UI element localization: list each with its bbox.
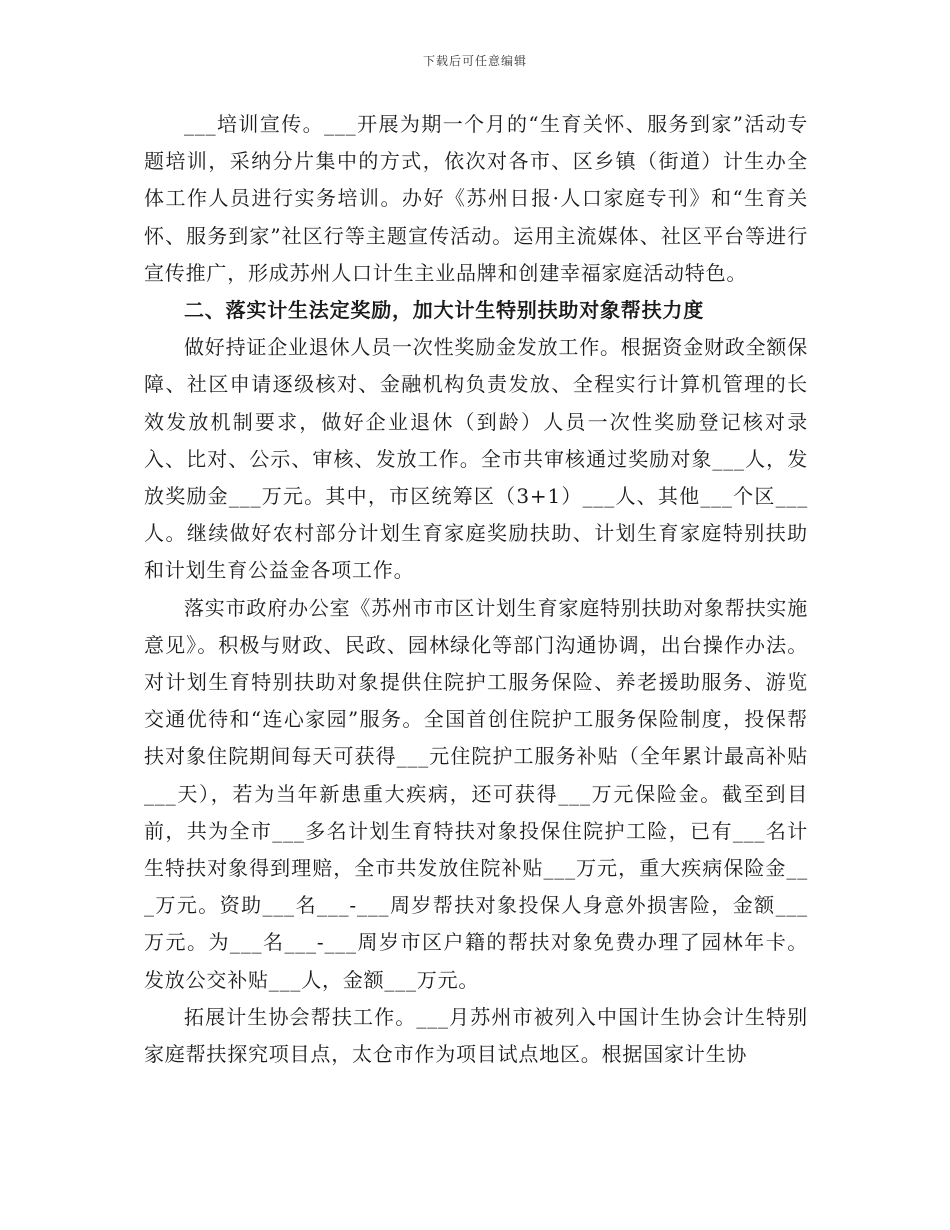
paragraph-retiree-rewards: 做好持证企业退休人员一次性奖励金发放工作。根据资金财政全额保障、社区申请逐级核对、金融机构负责发放、全程实行计算机管理的长效发放机制要求，做好企业退休（到龄）人员一次性奖励登记核对录入、比对、公示、审核、发放工作。全市共审核通过奖励对象___人，发放奖励金___万元。其中，市区统筹区（3+1）___人、其他___个区___人。继续做好农村部分计划生育家庭奖励扶助、计划生育家庭特别扶助和计划生育公益金各项工作。 — [144, 335, 808, 583]
document-body — [144, 106, 808, 1073]
paragraph-association-assistance: 拓展计生协会帮扶工作。___月苏州市被列入中国计生协会计生特别家庭帮扶探究项目点，太仓市作为项目试点地区。根据国家计生协 — [144, 1004, 808, 1067]
page-header: 下载后可任意编辑 — [422, 54, 527, 68]
section-heading-rewards: 二、落实计生法定奖励，加大计生特别扶助对象帮扶力度 — [184, 298, 704, 323]
paragraph-special-assistance: 落实市政府办公室《苏州市市区计划生育家庭特别扶助对象帮扶实施意见》。积极与财政、民政、园林绿化等部门沟通协调，出台操作办法。对计划生育特别扶助对象提供住院护工服务保险、养老援助服务、游览交通优待和“连心家园”服务。全国首创住院护工服务保险制度，投保帮扶对象住院期间每天可获得___元住院护工服务补贴（全年累计最高补贴___天），若为当年新患重大疾病，还可获得___万元保险金。截至到目前，共为全市___多名计划生育特扶对象投保住院护工险，已有___名计生特扶对象得到理赔，全市共发放住院补贴___万元，重大疾病保险金___万元。资助___名___-___周岁帮扶对象投保人身意外损害险，金额___万元。为___名___-___周岁市区户籍的帮扶对象免费办理了园林年卡。发放公交补贴___人，金额___万元。 — [144, 595, 808, 992]
paragraph-training-publicity: ___培训宣传。___开展为期一个月的“生育关怀、服务到家”活动专题培训，采纳分片集中的方式，依次对各市、区乡镇（街道）计生办全体工作人员进行实务培训。办好《苏州日报·人口家庭专刊》和“生育关怀、服务到家”社区行等主题宣传活动。运用主流媒体、社区平台等进行宣传推广，形成苏州人口计生主业品牌和创建幸福家庭活动特色。 — [144, 112, 808, 285]
